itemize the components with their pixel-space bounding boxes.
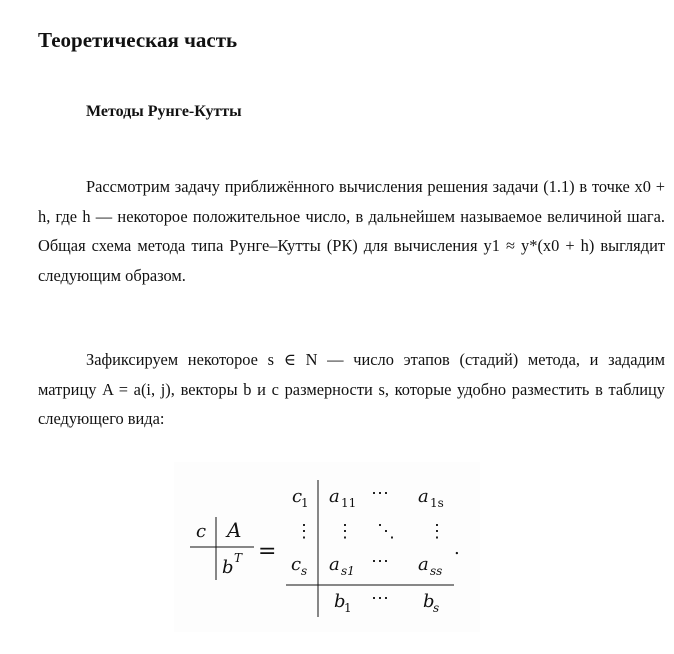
lhs-b: b (222, 557, 234, 578)
c1: c (292, 486, 303, 507)
lhs-A: A (227, 518, 242, 542)
ass-sub: ss (430, 564, 443, 578)
trailing-period: . (454, 538, 460, 559)
lhs-c: c (196, 521, 207, 542)
as1-sub: s1 (341, 564, 355, 578)
page-title: Теоретическая часть (38, 28, 238, 52)
a1s-sub: 1s (430, 496, 444, 510)
row3-cdots: ⋯ (371, 551, 389, 572)
butcher-tableau-svg (174, 462, 480, 632)
cs: c (291, 554, 302, 575)
cs-sub: s (301, 564, 308, 578)
paragraph-tableau: Зафиксируем некоторое s ∈ N — число этапов (стадий) метода, и зададим матрицу A = a(i, j), векторы b и c размерности s, которые удобно разместить в таблицу следующего вида: (38, 350, 665, 428)
bs: b (423, 591, 435, 612)
paragraph-intro: Рассмотрим задачу приближённого вычисления решения задачи (1.1) в точке x0 + h, где h — некоторое положительное число, в дальнейшем называемое величиной шага. Общая схема метода типа Рунге–Кутты (РК) для вычисления y1 ≈ y*(x0 + h) выглядит следующим образом. (38, 177, 665, 285)
bs-sub: s (433, 601, 440, 615)
b1: b (334, 591, 346, 612)
col1-vdots: ⋮ (336, 521, 354, 542)
lastcol-vdots: ⋮ (428, 521, 446, 542)
center-ddots: ⋱ (377, 521, 395, 542)
butcher-tableau-formula (174, 462, 480, 632)
a1s: a (418, 486, 429, 507)
c-vdots: ⋮ (295, 521, 313, 542)
ass: a (418, 554, 429, 575)
brow-cdots: ⋯ (371, 588, 389, 609)
lhs-b-sup: T (234, 551, 243, 565)
c1-sub: 1 (301, 496, 309, 510)
equals-sign: = (258, 539, 277, 564)
as1: a (329, 554, 340, 575)
a11: a (329, 486, 340, 507)
row1-cdots: ⋯ (371, 483, 389, 504)
b1-sub: 1 (344, 601, 352, 615)
a11-sub: 11 (341, 496, 357, 510)
section-title: Методы Рунге-Кутты (86, 103, 242, 120)
